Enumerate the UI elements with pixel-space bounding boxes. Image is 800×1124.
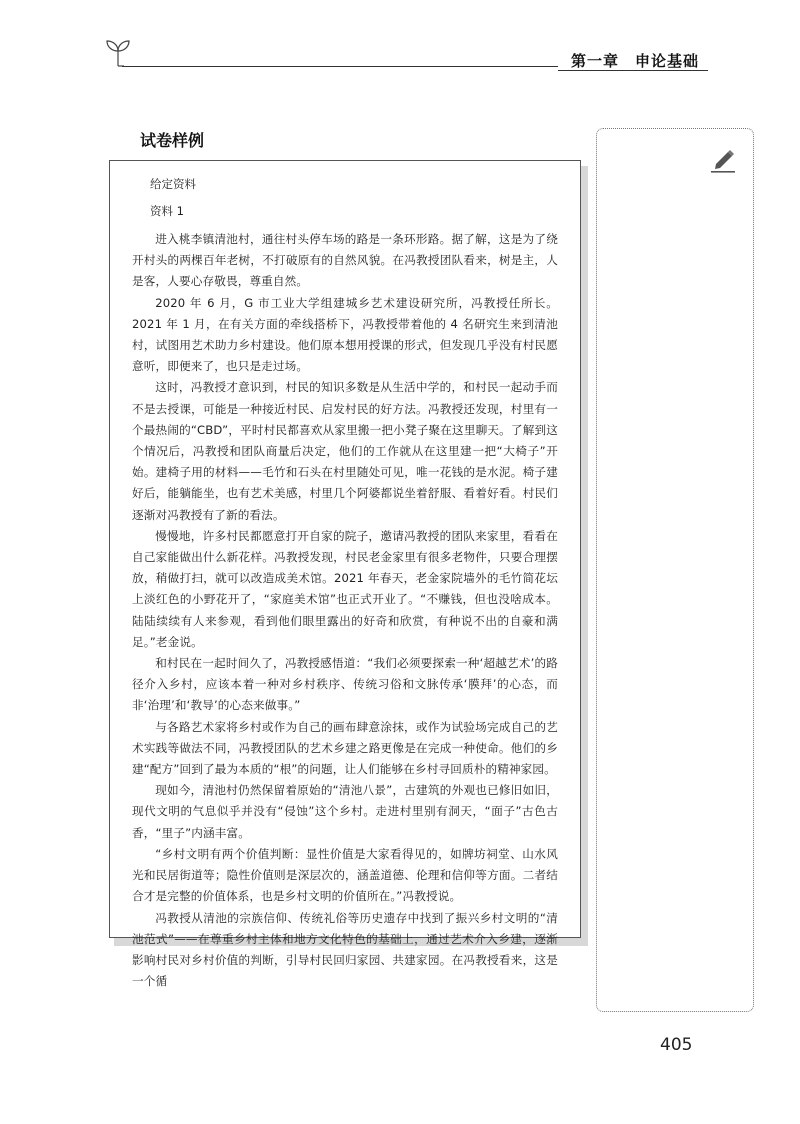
header-rule <box>122 66 558 67</box>
material-heading: 给定资料 <box>150 177 196 191</box>
paragraph: 与各路艺术家将乡村或作为自己的画布肆意涂抹，或作为试验场完成自己的艺术实践等做法不同，冯教授团队的艺术乡建之路更像是在完成一种使命。他们的乡建“配方”回到了最为本质的“根”的问题，让人们能够在乡村寻回质朴的精神家园。 <box>132 719 558 777</box>
paragraph: “乡村文明有两个价值判断：显性价值是大家看得见的，如牌坊祠堂、山水风光和民居街道等；隐性价值则是深层次的，涵盖道德、伦理和信仰等方面。二者结合才是完整的价值体系，也是乡村文明的价值所在。”冯教授说。 <box>132 846 558 904</box>
paragraph: 冯教授从清池的宗族信仰、传统礼俗等历史遗存中找到了振兴乡村文明的“清池范式”——在尊重乡村主体和地方文化特色的基础上，通过艺术介入乡建，逐渐影响村民对乡村价值的判断，引导村民回归家园、共建家园。在冯教授看来，这是一个循 <box>132 910 558 989</box>
paragraph: 2020 年 6 月，G 市工业大学组建城乡艺术建设研究所，冯教授任所长。2021 年 1 月，在有关方面的牵线搭桥下，冯教授带着他的 4 名研究生来到清池村，试图用艺术助力乡村建设。他们原本想用授课的形式，但发现几乎没有村民愿意听，即便来了，也只是走过场。 <box>132 295 558 374</box>
paragraph: 现如今，清池村仍然保留着原始的“清池八景”，古建筑的外观也已修旧如旧，现代文明的气息似乎并没有“侵蚀”这个乡村。走进村里别有洞天，“面子”古色古香，“里子”内涵丰富。 <box>132 783 558 840</box>
paragraph: 进入桃李镇清池村，通往村头停车场的路是一条环形路。据了解，这是为了绕开村头的两棵百年老树，不打破原有的自然风貌。在冯教授团队看来，树是主，人是客，人要心存敬畏，尊重自然。 <box>132 232 558 289</box>
sprout-icon <box>104 38 132 68</box>
pencil-icon <box>708 144 738 174</box>
notes-panel[interactable] <box>596 128 754 1012</box>
paragraph: 这时，冯教授才意识到，村民的知识多数是从生活中学的，和村民一起动手而不是去授课，可能是一种接近村民、启发村民的好方法。冯教授还发现，村里有一个最热闹的“CBD”，平时村民都喜欢从家里搬一把小凳子聚在这里聊天。了解到这个情况后，冯教授和团队商量后决定，他们的工作就从在这里建一把“大椅子”开始。建椅子用的材料——毛竹和石头在村里随处可见，唯一花钱的是水泥。椅子建好后，能躺能坐，也有艺术美感，村里几个阿婆都说坐着舒服、看着好看。村民们逐渐对冯教授有了新的看法。 <box>132 380 558 522</box>
section-title: 试卷样例 <box>140 131 205 150</box>
material-label: 资料 1 <box>150 204 184 218</box>
paragraph: 慢慢地，许多村民都愿意打开自家的院子，邀请冯教授的团队来家里，看看在自己家能做出什么新花样。冯教授发现，村民老金家里有很多老物件，只要合理摆放，稍做打扫，就可以改造成美术馆。2021 年春天，老金家院墙外的毛竹简花坛上淡红色的小野花开了，“家庭美术馆”也正式开业了。“不赚钱，但也没啥成本。陆陆续续有人来参观，看到他们眼里露出的好奇和欣赏，有种说不出的自豪和满足。”老金说。 <box>132 528 558 649</box>
chapter-title: 第一章 申论基础 <box>571 52 700 70</box>
material-box <box>109 160 581 989</box>
page-number: 405 <box>660 1035 693 1055</box>
paragraph: 和村民在一起时间久了，冯教授感悟道：“我们必须要探索一种‘超越艺术’的路径介入乡村，应该本着一种对乡村秩序、传统习俗和文脉传承‘膜拜’的心态，而非‘治理’和‘教导’的心态来做事。” <box>132 656 558 713</box>
